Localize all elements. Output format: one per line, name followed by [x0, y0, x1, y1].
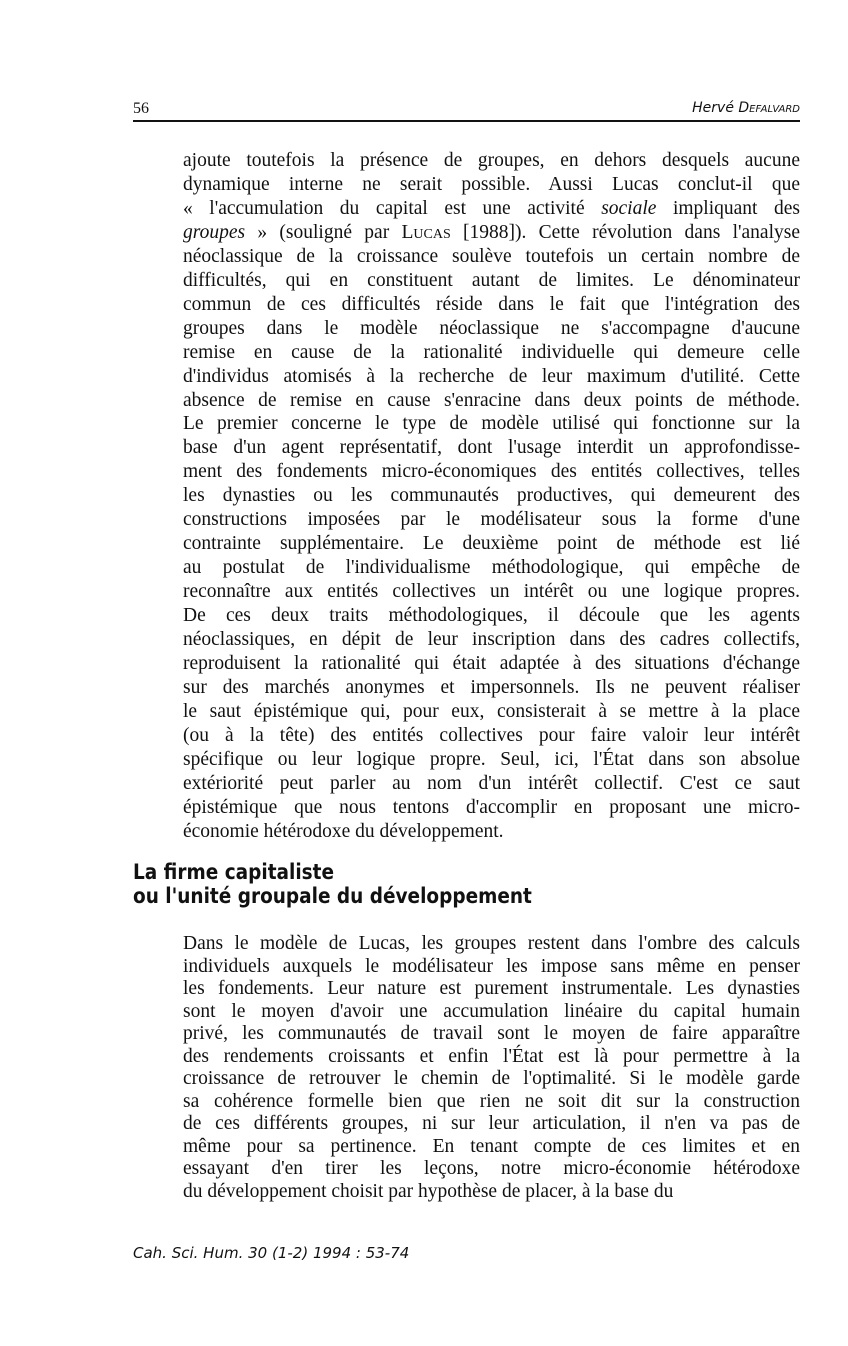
text-segment: sa cohérence formelle bien que rien ne soit dit sur la construction	[183, 1090, 800, 1112]
text-segment: les fondements. Leur nature est purement instrumentale. Les dynasties	[183, 978, 800, 999]
text-line	[183, 628, 800, 652]
text-line	[183, 700, 800, 724]
text-line	[183, 365, 800, 389]
text-line	[183, 676, 800, 700]
text-segment: De ces deux traits méthodologiques, il découle que les agents	[183, 605, 800, 627]
text-line	[183, 724, 800, 748]
text-segment: les dynasties ou les communautés productives, qui demeurent des	[183, 485, 800, 507]
text-segment: reproduisent la rationalité qui était adaptée à des situations d'échange	[183, 653, 800, 675]
text-segment: croissance de retrouver le chemin de l'optimalité. Si le modèle garde	[183, 1068, 800, 1089]
text-segment: même pour sa pertinence. En tenant compte de ces limites et en	[183, 1135, 800, 1157]
italic-text: groupes	[183, 221, 246, 243]
text-line	[183, 933, 800, 956]
text-line	[183, 508, 800, 532]
text-segment: des rendements croissants et enfin l'État est là pour permettre à la	[183, 1045, 800, 1067]
text-line	[183, 556, 800, 580]
text-segment: individuels auxquels le modélisateur les impose sans même en penser	[183, 955, 800, 977]
text-line	[183, 580, 800, 604]
section-heading-line-2: ou l'unité groupale du développement	[133, 884, 532, 908]
text-segment: essayant d'en tirer les leçons, notre micro-économie hétérodoxe	[183, 1158, 800, 1179]
text-segment: base d'un agent représentatif, dont l'usage interdit un approfondisse-	[183, 437, 800, 459]
paragraph-1	[183, 149, 800, 844]
running-header-author	[692, 100, 800, 116]
text-segment: « l'accumulation du capital est une activité	[183, 197, 602, 219]
text-line	[183, 652, 800, 676]
text-segment: néoclassiques, en dépit de leur inscription dans des cadres collectifs,	[183, 629, 800, 651]
text-line	[183, 293, 800, 317]
author-last-name: Defalvard	[738, 100, 800, 116]
italic-text: sociale	[601, 197, 657, 219]
text-segment: extériorité peut parler au nom d'un intérêt collectif. C'est ce saut	[183, 772, 800, 794]
text-line	[183, 436, 800, 460]
text-segment: commun de ces difficultés réside dans le fait que l'intégration des	[183, 293, 800, 315]
text-line	[183, 604, 800, 628]
text-segment: néoclassique de la croissance soulève toutefois un certain nombre de	[183, 245, 800, 267]
text-segment: ment des fondements micro-économiques des entités collectives, telles	[183, 461, 800, 483]
text-segment: [1988]). Cette révolution dans l'analyse	[450, 221, 800, 243]
text-line	[183, 532, 800, 556]
author-first-name: Hervé	[692, 100, 734, 116]
text-segment: ajoute toutefois la présence de groupes, en dehors desquels aucune	[183, 150, 800, 171]
text-segment: au postulat de l'individualisme méthodologique, qui empêche de	[183, 557, 800, 579]
text-segment: impliquant des	[656, 197, 800, 219]
text-segment: difficultés, qui en constituent autant de limites. Le dénominateur	[183, 269, 800, 291]
text-segment: spécifique ou leur logique propre. Seul, ici, l'État dans son absolue	[183, 748, 800, 770]
footer-citation: Cah. Sci. Hum. 30 (1-2) 1994 : 53-74	[133, 1244, 410, 1262]
text-segment: sur des marchés anonymes et impersonnels. Ils ne peuvent réaliser	[183, 676, 800, 698]
text-line	[183, 1046, 800, 1069]
text-line	[183, 1158, 800, 1181]
text-line	[183, 956, 800, 979]
text-segment: Dans le modèle de Lucas, les groupes restent dans l'ombre des calculs	[183, 933, 800, 954]
text-line	[183, 197, 800, 221]
text-line	[183, 317, 800, 341]
text-segment: du développement choisit par hypothèse de placer, à la base du	[183, 1180, 674, 1202]
text-segment: économie hétérodoxe du développement.	[183, 820, 504, 842]
text-line	[183, 221, 800, 245]
text-segment: » (souligné par	[245, 221, 402, 243]
text-line	[183, 772, 800, 796]
text-line	[183, 173, 800, 197]
text-line	[183, 1001, 800, 1024]
small-caps-name: Lucas	[401, 221, 451, 243]
text-segment: de ces différents groupes, ni sur leur articulation, il n'en va pas de	[183, 1113, 800, 1134]
text-line	[183, 412, 800, 436]
text-line	[183, 1023, 800, 1046]
text-segment: contrainte supplémentaire. Le deuxième point de méthode est lié	[183, 533, 800, 555]
text-segment: groupes dans le modèle néoclassique ne s'accompagne d'aucune	[183, 317, 800, 339]
text-line	[183, 1136, 800, 1159]
text-line	[183, 748, 800, 772]
text-line	[183, 389, 800, 413]
text-segment: Le premier concerne le type de modèle utilisé qui fonctionne sur la	[183, 413, 800, 435]
text-segment: privé, les communautés de travail sont le moyen de faire apparaître	[183, 1023, 800, 1044]
text-segment: d'individus atomisés à la recherche de leur maximum d'utilité. Cette	[183, 365, 800, 387]
text-segment: le saut épistémique qui, pour eux, consisterait à se mettre à la place	[183, 700, 800, 722]
section-heading	[133, 860, 532, 908]
text-line	[183, 341, 800, 365]
text-segment: constructions imposées par le modélisateur sous la forme d'une	[183, 509, 800, 531]
text-segment: (ou à la tête) des entités collectives pour faire valoir leur intérêt	[183, 724, 800, 746]
text-line	[183, 460, 800, 484]
text-segment: épistémique que nous tentons d'accomplir en proposant une micro-	[183, 796, 800, 818]
text-line	[183, 1068, 800, 1091]
text-line	[183, 796, 800, 820]
section-heading-line-1: La firme capitaliste	[133, 860, 335, 884]
text-line	[183, 269, 800, 293]
paragraph-2	[183, 933, 800, 1203]
page-number: 56	[133, 100, 149, 117]
text-line	[183, 149, 800, 173]
text-line	[183, 245, 800, 269]
text-line	[183, 820, 800, 844]
text-segment: reconnaître aux entités collectives un intérêt ou une logique propres.	[183, 581, 800, 603]
text-segment: absence de remise en cause s'enracine dans deux points de méthode.	[183, 389, 800, 411]
text-line	[183, 484, 800, 508]
text-line	[183, 1181, 800, 1204]
text-line	[183, 1091, 800, 1114]
text-segment: sont le moyen d'avoir une accumulation linéaire du capital humain	[183, 1000, 800, 1022]
text-segment: dynamique interne ne serait possible. Aussi Lucas conclut-il que	[183, 173, 800, 195]
text-line	[183, 1113, 800, 1136]
header-rule	[133, 120, 800, 122]
text-segment: remise en cause de la rationalité individuelle qui demeure celle	[183, 341, 800, 363]
text-line	[183, 978, 800, 1001]
